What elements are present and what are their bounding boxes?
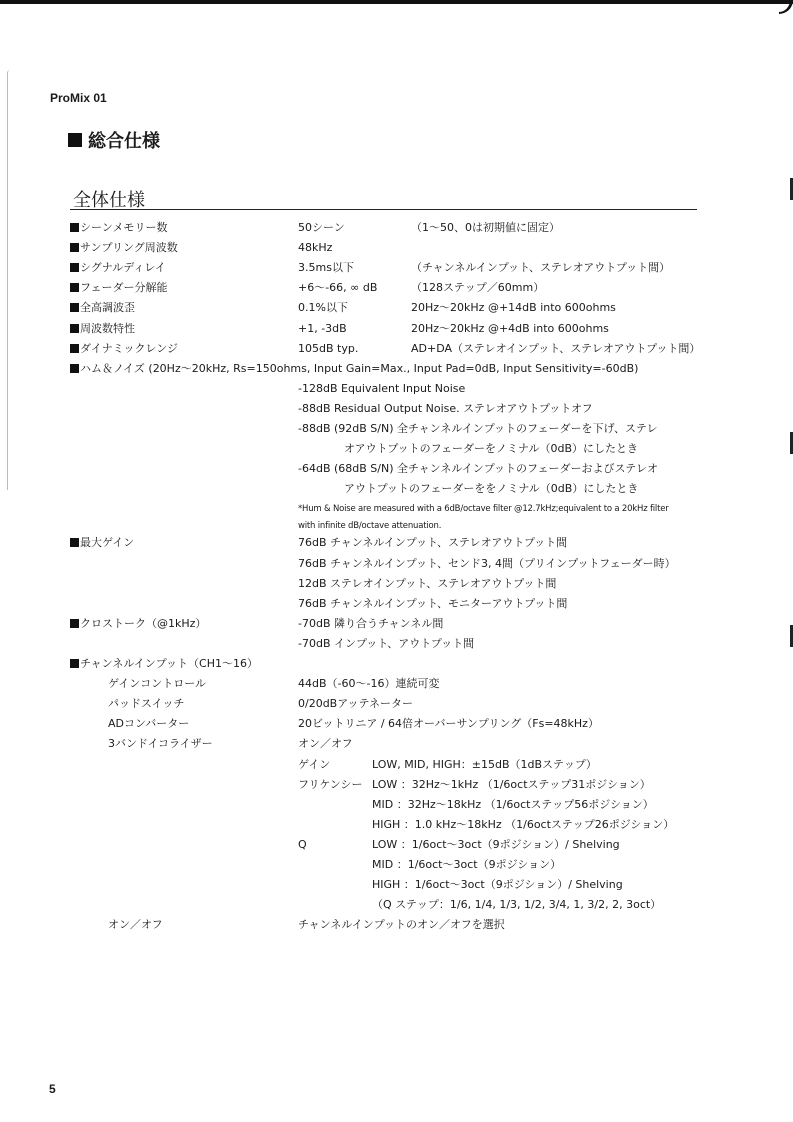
spec-label-text: 周波数特性 — [80, 321, 135, 335]
spec-label — [70, 322, 135, 336]
spec-value: -128dB Equivalent Input Noise — [298, 381, 466, 395]
spec-label-text: サンプリング周波数 — [80, 241, 178, 255]
spec-detail: （128ステップ／60mm） — [411, 281, 545, 295]
spec-detail: LOW ：1/6oct〜3oct（9ポジション）/ Shelving — [372, 837, 620, 851]
subsection-rule — [70, 209, 697, 210]
spec-value: -88dB Residual Output Noise. ステレオアウトプットオフ — [298, 401, 593, 415]
square-bullet-icon — [70, 263, 79, 272]
spec-value: 76dB チャンネルインプット、ステレオアウトプット間 — [298, 536, 568, 550]
spec-value: -70dB インプット、アウトプット間 — [298, 636, 475, 650]
model-name: ProMix 01 — [50, 91, 107, 105]
section-title-text: 総合仕様 — [88, 131, 160, 152]
spec-label-text: パッドスイッチ — [108, 697, 185, 711]
spec-detail: （チャンネルインプット、ステレオアウトプット間） — [411, 261, 671, 275]
spec-label-text: チャンネルインプット（CH1〜16） — [80, 657, 258, 670]
square-bullet-icon — [68, 133, 82, 147]
spec-detail: LOW, MID, HIGH：±15dB（1dBステップ） — [372, 757, 597, 771]
spec-label — [70, 261, 166, 275]
spec-value: 0.1%以下 — [298, 301, 348, 315]
square-bullet-icon — [70, 344, 79, 353]
spec-value: 20ビットリニア / 64倍オーバーサンプリング（Fs=48kHz） — [298, 717, 599, 731]
spec-detail: 20Hz〜20kHz @+4dB into 600ohms — [411, 321, 609, 335]
spec-label-text: シグナルディレイ — [80, 261, 166, 275]
spec-value: -70dB 隣り合うチャンネル間 — [298, 616, 444, 630]
spec-label-text: 3バンドイコライザー — [108, 737, 213, 751]
spec-value: 76dB チャンネルインプット、センド3, 4間（プリインプットフェーダー時） — [298, 556, 676, 570]
spec-value: -88dB (92dB S/N) 全チャンネルインプットのフェーダーを下げ、ステレ — [298, 422, 658, 435]
scan-corner — [779, 0, 793, 14]
spec-label — [70, 221, 167, 235]
spec-label-text: フェーダー分解能 — [80, 281, 168, 295]
spec-value: 105dB typ. — [298, 341, 359, 355]
spec-detail: AD+DA（ステレオインプット、ステレオアウトプット間） — [411, 341, 701, 355]
spec-label-text: クロストーク（@1kHz） — [80, 616, 207, 630]
spec-detail: （Q ステップ：1/6, 1/4, 1/3, 1/2, 3/4, 1, 3/2, 2, 3oct） — [372, 898, 662, 912]
spec-value: -64dB (68dB S/N) 全チャンネルインプットのフェーダーおよびステレオ — [298, 462, 659, 476]
page-number: 5 — [49, 1082, 56, 1096]
spec-label — [108, 737, 213, 751]
spec-detail: オアウトプットのフェーダーをノミナル（0dB）にしたとき — [344, 442, 638, 456]
spec-value: Q — [298, 837, 307, 851]
subsection-title: 全体仕様 — [73, 190, 145, 211]
spec-value: フリケンシー — [298, 777, 363, 791]
spec-value: 50シーン — [298, 221, 345, 234]
square-bullet-icon — [70, 223, 79, 232]
square-bullet-icon — [70, 324, 79, 333]
spec-label — [70, 241, 178, 255]
square-bullet-icon — [70, 283, 79, 292]
section-title — [68, 127, 160, 153]
square-bullet-icon — [70, 659, 79, 668]
spec-detail: MID ：1/6oct〜3oct（9ポジション） — [372, 858, 562, 871]
spec-label — [70, 617, 206, 631]
spec-value: 3.5ms以下 — [298, 261, 354, 275]
spec-detail: LOW ：32Hz〜1kHz （1/6octステップ31ポジション） — [372, 777, 651, 791]
spec-detail: MID ：32Hz〜18kHz （1/6octステップ56ポジション） — [372, 797, 654, 811]
spec-label — [70, 657, 258, 671]
scan-edge-left — [7, 70, 10, 490]
spec-label — [70, 536, 134, 550]
spec-detail: HIGH ：1.0 kHz〜18kHz （1/6octステップ26ポジション） — [372, 817, 675, 831]
spec-detail: （1〜50、0は初期値に固定） — [411, 221, 560, 234]
spec-label-text: オン／オフ — [108, 918, 163, 932]
spec-value: with infinite dB/octave attenuation. — [298, 521, 442, 532]
spec-value: ゲイン — [298, 757, 331, 771]
spec-label — [108, 918, 163, 932]
spec-label-text: ゲインコントロール — [108, 677, 207, 691]
spec-detail: アウトプットのフェーダーををノミナル（0dB）にしたとき — [344, 482, 639, 496]
square-bullet-icon — [70, 619, 79, 628]
spec-value: +1, -3dB — [298, 321, 347, 335]
spec-label — [108, 717, 189, 731]
square-bullet-icon — [70, 364, 79, 373]
spec-label — [108, 697, 184, 711]
spec-label — [70, 301, 135, 315]
spec-value: 48kHz — [298, 241, 333, 255]
spec-label-text: ダイナミックレンジ — [80, 341, 179, 355]
square-bullet-icon — [70, 243, 79, 252]
spec-label-text: 最大ゲイン — [80, 536, 135, 550]
spec-value: 76dB チャンネルインプット、モニターアウトプット間 — [298, 596, 568, 610]
spec-detail: HIGH ：1/6oct〜3oct（9ポジション）/ Shelving — [372, 878, 623, 892]
spec-label-text: ハム＆ノイズ (20Hz〜20kHz, Rs=150ohms, Input Gain=Max., Input Pad=0dB, Input Sensitivity=-60dB) — [80, 361, 639, 375]
square-bullet-icon — [70, 538, 79, 547]
spec-value: 44dB（-60〜-16）連続可変 — [298, 677, 440, 691]
spec-value: 12dB ステレオインプット、ステレオアウトプット間 — [298, 576, 557, 590]
scan-edge-top — [0, 0, 793, 4]
spec-label-text: ADコンバーター — [108, 717, 190, 731]
spec-label-text: シーンメモリー数 — [80, 221, 168, 234]
spec-label — [108, 677, 206, 691]
square-bullet-icon — [70, 303, 79, 312]
spec-label — [70, 281, 167, 295]
spec-value: 0/20dBアッテネーター — [298, 697, 414, 711]
spec-detail: 20Hz〜20kHz @+14dB into 600ohms — [411, 301, 616, 315]
spec-value: オン／オフ — [298, 737, 353, 751]
spec-value: チャンネルインプットのオン／オフを選択 — [298, 918, 505, 932]
spec-label — [70, 342, 178, 356]
spec-value: *Hum & Noise are measured with a 6dB/octave filter @12.7kHz;equivalent to a 20kHz filter — [298, 504, 669, 515]
spec-label — [70, 362, 638, 376]
spec-value: +6〜-66, ∞ dB — [298, 281, 378, 295]
spec-label-text: 全高調波歪 — [80, 301, 135, 315]
